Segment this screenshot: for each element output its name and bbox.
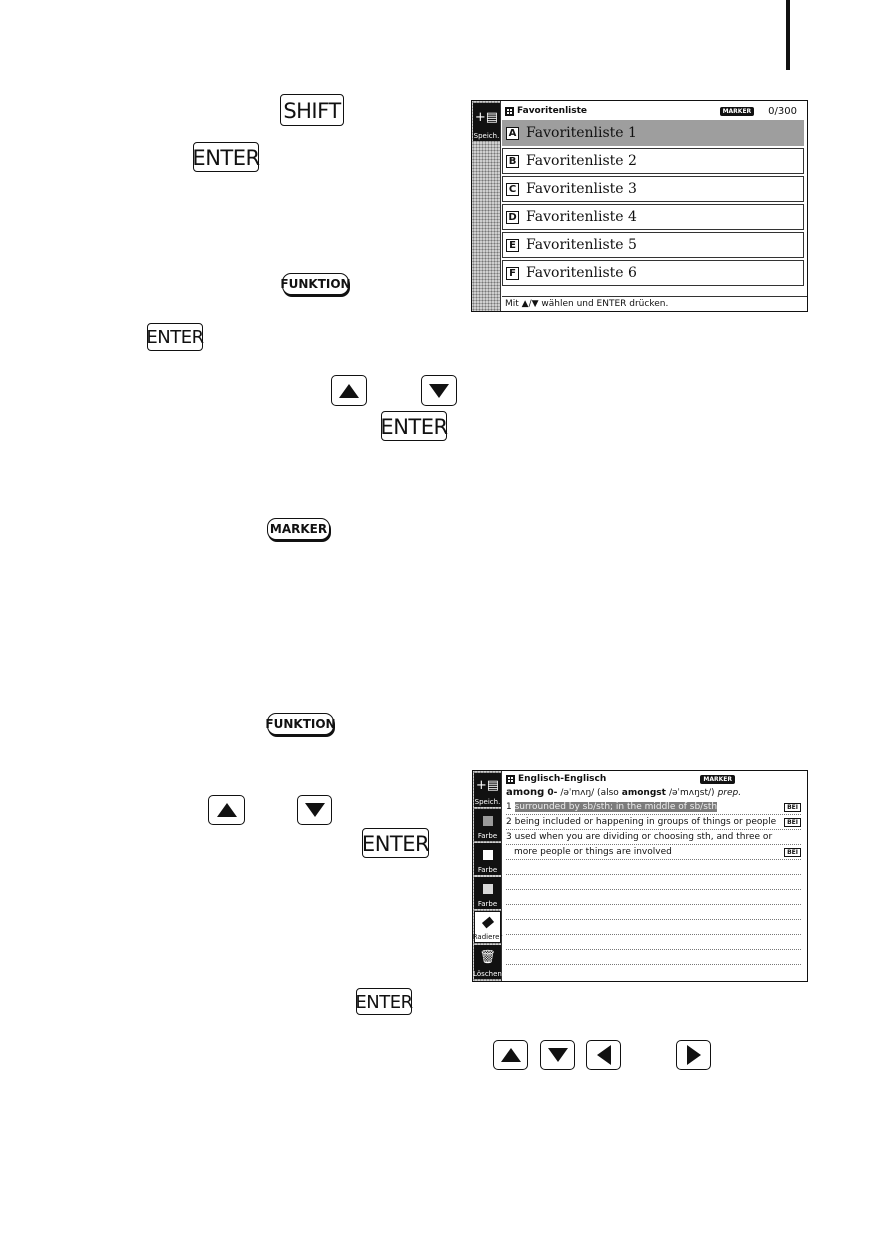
sense-line — [506, 815, 801, 829]
part-of-speech: prep. — [717, 787, 742, 798]
arrow-down-icon — [304, 802, 326, 818]
list-item[interactable] — [502, 176, 804, 202]
eraser-button[interactable] — [474, 911, 501, 943]
counter: 0/300 — [768, 105, 797, 117]
eraser-label: Radierer — [472, 933, 503, 941]
line-divider — [506, 889, 801, 890]
enter-key[interactable]: ENTER — [381, 411, 447, 441]
line-divider — [506, 859, 801, 860]
save-label: Speich. — [473, 132, 500, 140]
arrow-down-icon — [547, 1047, 569, 1063]
save-button[interactable] — [474, 773, 501, 807]
gray-swatch-icon — [483, 809, 493, 832]
arrow-down-key[interactable] — [421, 375, 457, 406]
eraser-icon — [483, 912, 493, 933]
line-divider — [506, 904, 801, 905]
arrow-left-key[interactable] — [586, 1040, 621, 1070]
arrow-up-key[interactable] — [493, 1040, 528, 1070]
arrow-up-key[interactable] — [331, 375, 367, 406]
list-item-label: Favoritenliste 1 — [526, 125, 637, 141]
save-button[interactable] — [473, 103, 500, 141]
arrow-right-key[interactable] — [676, 1040, 711, 1070]
marker-badge: MARKER — [720, 107, 755, 116]
enter-key[interactable]: ENTER — [193, 142, 259, 172]
alt-pronunciation: /əˈmʌŋst/) — [668, 787, 715, 798]
sense-line — [506, 800, 801, 814]
list-item[interactable] — [502, 120, 804, 146]
sense-line — [506, 830, 801, 844]
screen-title: Favoritenliste — [517, 106, 588, 116]
list-item-label: Favoritenliste 3 — [526, 181, 637, 197]
save-label: Speich. — [474, 798, 501, 806]
letter-icon: E — [506, 239, 519, 252]
enter-key[interactable]: ENTER — [356, 988, 412, 1015]
line-divider — [506, 949, 801, 950]
sense-number: 1 — [506, 802, 512, 812]
color-button-light[interactable] — [474, 877, 501, 909]
arrow-down-key[interactable] — [540, 1040, 575, 1070]
bei-badge[interactable]: BEI — [784, 848, 801, 857]
grid-icon — [506, 775, 515, 784]
letter-icon: A — [506, 127, 519, 140]
screen-header — [505, 104, 801, 118]
delete-label: Löschen — [473, 970, 502, 978]
letter-icon: C — [506, 183, 519, 196]
line-divider — [506, 919, 801, 920]
arrow-left-icon — [596, 1044, 612, 1066]
list-item-label: Favoritenliste 6 — [526, 265, 637, 281]
sense-text-highlighted: surrounded by sb/sth; in the middle of sb/sth — [514, 802, 718, 812]
arrow-up-icon — [216, 802, 238, 818]
color-label: Farbe — [477, 866, 498, 874]
grid-icon — [505, 107, 514, 116]
screen-title: Englisch-Englisch — [518, 774, 607, 784]
letter-icon: D — [506, 211, 519, 224]
oxford-mark: 0- — [547, 787, 558, 798]
list-item[interactable] — [502, 260, 804, 286]
arrow-right-icon — [686, 1044, 702, 1066]
dictionary-screen — [472, 770, 808, 982]
line-divider — [506, 874, 801, 875]
save-icon: +▤ — [474, 110, 499, 125]
list-item[interactable] — [502, 148, 804, 174]
enter-key[interactable]: ENTER — [147, 323, 203, 351]
alt-headword: amongst — [621, 787, 666, 798]
sense-line — [506, 845, 801, 859]
color-button-white[interactable] — [474, 843, 501, 875]
list-item-label: Favoritenliste 4 — [526, 209, 637, 225]
marker-key[interactable]: MARKER — [267, 518, 330, 540]
letter-icon: F — [506, 267, 519, 280]
screen-header — [506, 773, 801, 785]
pronunciation: /əˈmʌŋ/ (also — [560, 787, 619, 798]
favorites-screen — [471, 100, 808, 312]
sense-text: used when you are dividing or choosing sth, and three or — [514, 832, 773, 842]
list-item-label: Favoritenliste 2 — [526, 153, 637, 169]
light-swatch-icon — [483, 877, 493, 900]
sense-number: 3 — [506, 832, 512, 842]
list-item-label: Favoritenliste 5 — [526, 237, 637, 253]
arrow-up-icon — [500, 1047, 522, 1063]
arrow-down-icon — [428, 383, 450, 399]
trash-icon: 🗑 — [479, 950, 496, 965]
shift-key[interactable]: SHIFT — [280, 94, 344, 126]
screen-footer: Mit ▲/▼ wählen und ENTER drücken. — [502, 296, 807, 311]
line-divider — [506, 964, 801, 965]
sense-number: 2 — [506, 817, 512, 827]
marker-badge: MARKER — [700, 775, 735, 784]
funktion-key[interactable]: FUNKTION — [282, 273, 349, 295]
delete-button[interactable] — [474, 945, 501, 979]
letter-icon: B — [506, 155, 519, 168]
bei-badge[interactable]: BEI — [784, 803, 801, 812]
white-swatch-icon — [483, 843, 493, 866]
arrow-up-key[interactable] — [208, 795, 245, 825]
list-item[interactable] — [502, 204, 804, 230]
sense-text: being included or happening in groups of things or people — [514, 817, 777, 827]
line-divider — [506, 934, 801, 935]
color-button-gray[interactable] — [474, 809, 501, 841]
headword: among — [506, 787, 545, 798]
headword-line — [506, 786, 801, 799]
arrow-down-key[interactable] — [297, 795, 332, 825]
arrow-up-icon — [338, 383, 360, 399]
color-label: Farbe — [477, 900, 498, 908]
bei-badge[interactable]: BEI — [784, 818, 801, 827]
color-label: Farbe — [477, 832, 498, 840]
list-item[interactable] — [502, 232, 804, 258]
save-icon: +▤ — [475, 778, 500, 793]
margin-bar — [786, 0, 790, 70]
sense-text: more people or things are involved — [514, 847, 672, 857]
enter-key[interactable]: ENTER — [362, 828, 429, 858]
funktion-key[interactable]: FUNKTION — [267, 713, 334, 735]
